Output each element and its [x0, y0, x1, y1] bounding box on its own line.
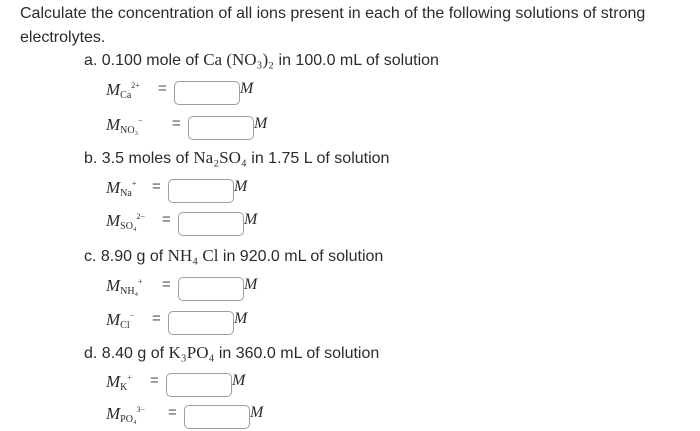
k-concentration-input[interactable] [166, 373, 232, 397]
part-c-statement: c. 8.90 g of NH₄ Cl in 920.0 mL of solution [84, 246, 384, 265]
equals-sign: = [168, 404, 177, 421]
concentration-symbol: $M_K^+$ [106, 372, 132, 393]
equals-sign: = [150, 372, 159, 389]
answer-row-no3 [106, 115, 306, 139]
na-concentration-input[interactable] [168, 179, 234, 203]
ca-concentration-input[interactable] [174, 81, 240, 105]
unit-label: M [240, 80, 254, 97]
nh4-concentration-input[interactable] [178, 277, 244, 301]
part-label: a. [84, 52, 98, 69]
unit-label: M [254, 115, 268, 132]
answer-row-k [106, 372, 306, 396]
question-prompt: Calculate the concentration of all ions present in each of the following solutions of strong electrolytes. [20, 5, 646, 46]
concentration-symbol: $M_{Cl}^-$ [106, 310, 135, 331]
compound-formula: K₃PO₄ [168, 343, 215, 362]
no3-concentration-input[interactable] [188, 116, 254, 140]
part-label: c. [84, 248, 97, 265]
compound-formula: NH₄ Cl [167, 246, 219, 265]
unit-label: M [244, 276, 258, 293]
po4-concentration-input[interactable] [184, 405, 250, 429]
concentration-symbol: $M_{NO_3}^-$ [106, 115, 143, 136]
concentration-symbol: $M_{SO_4}^{2-}$ [106, 211, 145, 232]
cl-concentration-input[interactable] [168, 311, 234, 335]
answer-row-po4 [106, 404, 306, 428]
unit-label: M [234, 178, 248, 195]
unit-label: M [250, 404, 264, 421]
equals-sign: = [162, 276, 171, 293]
answer-row-nh4 [106, 276, 306, 300]
part-b-statement: b. 3.5 moles of Na₂SO₄ in 1.75 L of solution [84, 148, 390, 167]
concentration-symbol: $M_{Na}^+$ [106, 178, 137, 199]
equals-sign: = [152, 310, 161, 327]
compound-formula: Na₂SO₄ [193, 148, 247, 167]
equals-sign: = [158, 80, 167, 97]
answer-row-cl [106, 310, 306, 334]
answer-row-ca [106, 80, 306, 104]
part-a-statement: a. 0.100 mole of Ca (NO₃)₂ in 100.0 mL of solution [84, 50, 439, 69]
equals-sign: = [152, 178, 161, 195]
part-label: d. [84, 345, 98, 362]
answer-row-na [106, 178, 306, 202]
compound-formula: Ca (NO₃)₂ [203, 50, 275, 69]
unit-label: M [234, 310, 248, 327]
part-d-statement: d. 8.40 g of K₃PO₄ in 360.0 mL of solution [84, 343, 380, 362]
answer-row-so4 [106, 211, 306, 235]
part-label: b. [84, 150, 98, 167]
so4-concentration-input[interactable] [178, 212, 244, 236]
equals-sign: = [172, 115, 181, 132]
concentration-symbol: $M_{PO_4}^{3-}$ [106, 404, 145, 425]
unit-label: M [244, 211, 258, 228]
equals-sign: = [162, 211, 171, 228]
unit-label: M [232, 372, 246, 389]
concentration-symbol: $M_{NH_4}^+$ [106, 276, 143, 297]
concentration-symbol: $M_{Ca}^{2+}$ [106, 80, 140, 101]
